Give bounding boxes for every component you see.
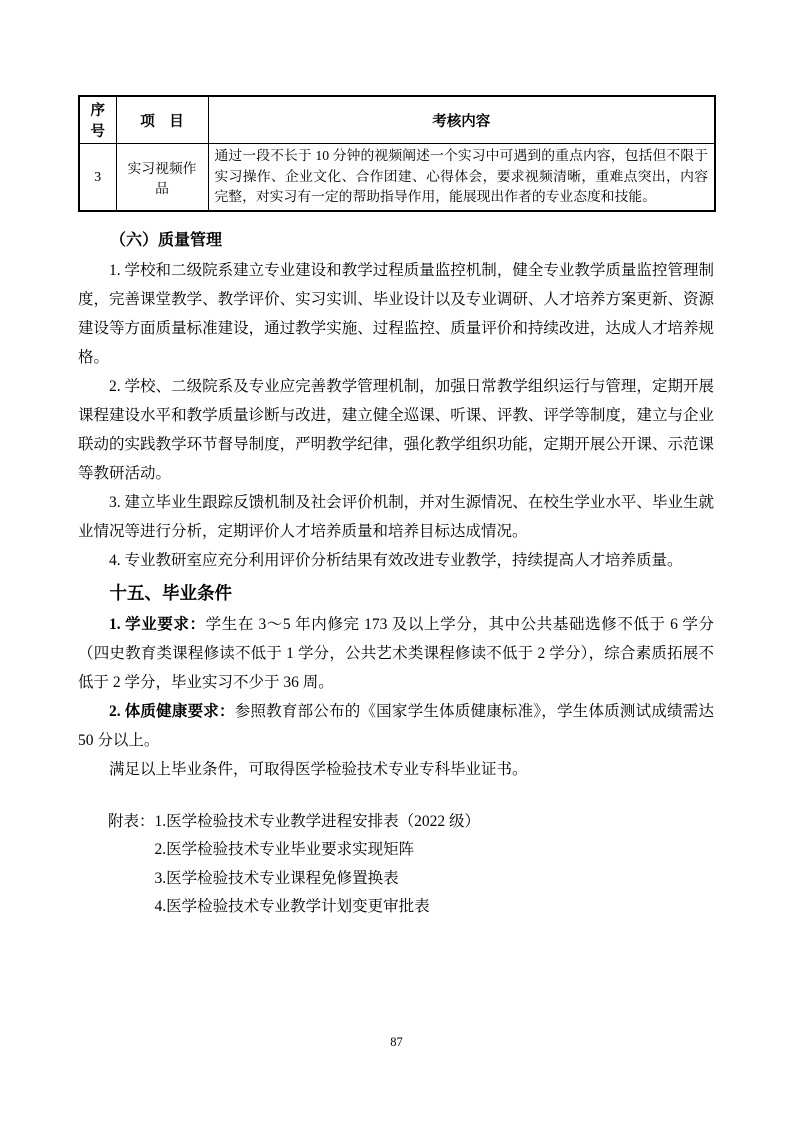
table-row	[79, 144, 715, 211]
graduation-academic-requirement	[78, 610, 714, 697]
column-header-content: 考核内容	[208, 96, 715, 144]
graduation-closing-statement: 满足以上毕业条件，可取得医学检验技术专业专科毕业证书。	[109, 760, 528, 778]
health-requirement-text: 参照教育部公布的《国家学生体质健康标准》，学生体质测试成绩需达 50 分以上。	[78, 702, 714, 749]
cell-assessment-content: 通过一段不长于 10 分钟的视频阐述一个实习中可遇到的重点内容，包括但不限于实习操作、企业文化、合作团建、心得体会，要求视频清晰，重难点突出，内容完整，对实习有一定的帮助指导作用，能展现出作者的专业态度和技能。	[208, 144, 715, 211]
health-requirement-label: 2. 体质健康要求：	[109, 702, 235, 720]
body-text	[78, 226, 714, 922]
assessment-table	[78, 95, 716, 212]
attachment-list-label: 附表：	[108, 812, 155, 830]
attachment-item-1: 1.医学检验技术专业教学进程安排表（2022 级）	[154, 812, 481, 830]
column-header-no: 序号	[79, 96, 116, 144]
graduation-health-requirement	[78, 697, 714, 755]
quality-paragraph-2: 2. 学校、二级院系及专业应完善教学管理机制，加强日常教学组织运行与管理，定期开展课程建设水平和教学质量诊断与改进，建立健全巡课、听课、评教、评学等制度，建立与企业联动的实践教学环节督导制度，严明教学纪律，强化教学组织功能，定期开展公开课、示范课等教研活动。	[78, 377, 714, 482]
attachment-item-4: 4.医学检验技术专业教学计划变更审批表	[154, 898, 430, 915]
section-heading-quality-management: （六）质量管理	[110, 231, 223, 249]
attachment-item-3: 3.医学检验技术专业课程免修置换表	[154, 869, 399, 887]
quality-paragraph-1: 1. 学校和二级院系建立专业建设和教学过程质量监控机制，健全专业教学质量监控管理制度，完善课堂教学、教学评价、实习实训、毕业设计以及专业调研、人才培养方案更新、资源建设等方面质量标准建设，通过教学实施、过程监控、质量评价和持续改进，达成人才培养规格。	[78, 261, 714, 366]
table-header-row	[79, 96, 715, 144]
column-header-item: 项 目	[116, 96, 208, 144]
attachment-items	[155, 808, 714, 922]
quality-paragraph-3: 3. 建立毕业生跟踪反馈机制及社会评价机制，并对生源情况、在校生学业水平、毕业生就业情况等进行分析，定期评价人才培养质量和培养目标达成情况。	[78, 493, 714, 540]
attachment-item-2: 2.医学检验技术专业毕业要求实现矩阵	[154, 841, 415, 858]
academic-requirement-label: 1. 学业要求：	[109, 615, 206, 633]
cell-row-number: 3	[79, 144, 116, 211]
cell-item-name: 实习视频作品	[116, 144, 208, 211]
page-content	[78, 95, 714, 922]
academic-requirement-text: 学生在 3～5 年内修完 173 及以上学分，其中公共基础选修不低于 6 学分（四史教育类课程修读不低于 1 学分，公共艺术类课程修读不低于 2 学分），综合素质拓展不低于 2 学分，毕业实习不少于 36 周。	[78, 615, 714, 691]
attachment-list	[78, 808, 714, 922]
chapter-heading-graduation-requirements: 十五、毕业条件	[109, 582, 232, 603]
quality-paragraph-4: 4. 专业教研室应充分利用评价分析结果有效改进专业教学，持续提高人才培养质量。	[109, 551, 683, 569]
page-number: 87	[390, 1035, 403, 1049]
